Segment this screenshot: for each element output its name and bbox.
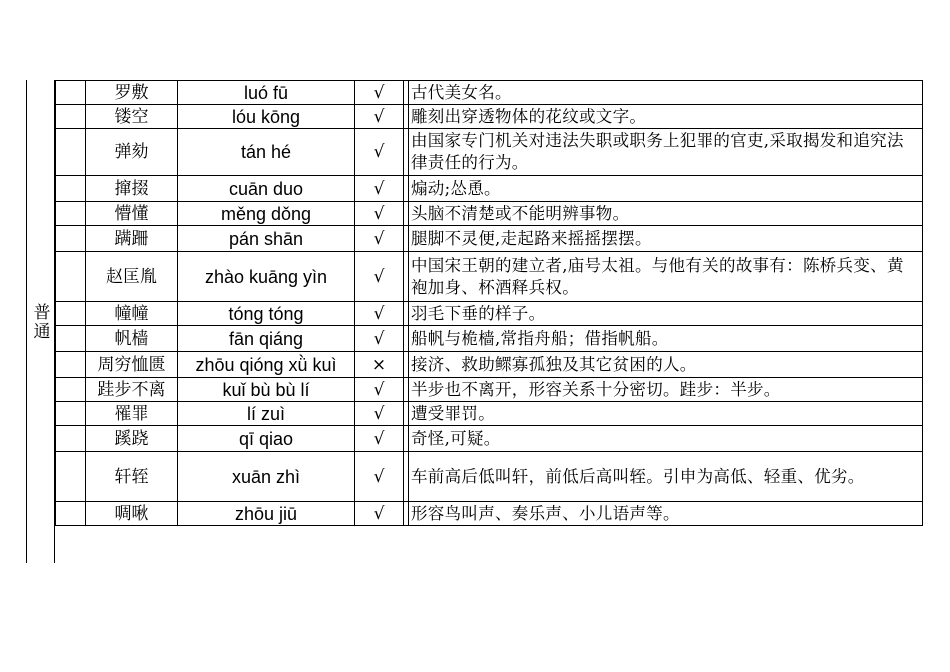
word-cell: 罹罪 (86, 402, 178, 426)
table-row (56, 326, 923, 352)
definition-cell: 古代美女名。 (409, 81, 923, 105)
table-row (56, 81, 923, 105)
pinyin-cell: luó fū (178, 81, 355, 105)
definition-cell: 雕刻出穿透物体的花纹或文字。 (409, 105, 923, 129)
judgment-mark-cell: √ (355, 502, 404, 526)
table-row (56, 176, 923, 202)
table-row (56, 352, 923, 378)
pinyin-cell: kuǐ bù bù lí (178, 378, 355, 402)
judgment-mark-cell: √ (355, 452, 404, 502)
vocabulary-table-body (56, 81, 923, 526)
definition-cell: 头脑不清楚或不能明辨事物。 (409, 202, 923, 226)
word-cell: 轩轾 (86, 452, 178, 502)
word-cell: 撺掇 (86, 176, 178, 202)
word-cell: 弹劾 (86, 129, 178, 176)
definition-cell: 中国宋王朝的建立者,庙号太祖。与他有关的故事有：陈桥兵变、黄袍加身、杯酒释兵权。 (409, 252, 923, 302)
word-cell: 懵懂 (86, 202, 178, 226)
blank-cell (56, 176, 86, 202)
pinyin-cell: zhōu qióng xǜ kuì (178, 352, 355, 378)
pinyin-cell: zhào kuāng yìn (178, 252, 355, 302)
definition-cell: 由国家专门机关对违法失职或职务上犯罪的官吏,采取揭发和追究法律责任的行为。 (409, 129, 923, 176)
table-row (56, 129, 923, 176)
definition-cell: 车前高后低叫轩，前低后高叫轾。引申为高低、轻重、优劣。 (409, 452, 923, 502)
blank-cell (56, 378, 86, 402)
definition-cell: 腿脚不灵便,走起路来摇摇摆摆。 (409, 226, 923, 252)
definition-cell: 遭受罪罚。 (409, 402, 923, 426)
word-cell: 跬步不离 (86, 378, 178, 402)
pinyin-cell: cuān duo (178, 176, 355, 202)
table-row (56, 452, 923, 502)
table-row (56, 252, 923, 302)
word-cell: 周穷恤匮 (86, 352, 178, 378)
judgment-mark-cell: √ (355, 176, 404, 202)
table-row (56, 226, 923, 252)
pinyin-cell: lí zuì (178, 402, 355, 426)
pinyin-cell: tán hé (178, 129, 355, 176)
definition-cell: 羽毛下垂的样子。 (409, 302, 923, 326)
table-row (56, 105, 923, 129)
word-cell: 罗敷 (86, 81, 178, 105)
definition-cell: 接济、救助鳏寡孤独及其它贫困的人。 (409, 352, 923, 378)
blank-cell (56, 105, 86, 129)
definition-cell: 半步也不离开，形容关系十分密切。跬步：半步。 (409, 378, 923, 402)
pinyin-cell: xuān zhì (178, 452, 355, 502)
pinyin-cell: fān qiáng (178, 326, 355, 352)
category-label: 普通 (29, 302, 50, 341)
pinyin-cell: měng dǒng (178, 202, 355, 226)
word-cell: 镂空 (86, 105, 178, 129)
judgment-mark-cell: √ (355, 226, 404, 252)
judgment-mark-cell: × (355, 352, 404, 378)
word-cell: 蹒跚 (86, 226, 178, 252)
judgment-mark-cell: √ (355, 202, 404, 226)
pinyin-cell: lóu kōng (178, 105, 355, 129)
judgment-mark-cell: √ (355, 402, 404, 426)
pinyin-cell: pán shān (178, 226, 355, 252)
judgment-mark-cell: √ (355, 326, 404, 352)
judgment-mark-cell: √ (355, 105, 404, 129)
blank-cell (56, 326, 86, 352)
definition-cell: 煽动;怂恿。 (409, 176, 923, 202)
definition-cell: 奇怪,可疑。 (409, 426, 923, 452)
blank-cell (56, 502, 86, 526)
blank-cell (56, 129, 86, 176)
word-cell: 帆樯 (86, 326, 178, 352)
table-row (56, 502, 923, 526)
blank-cell (56, 452, 86, 502)
table-row (56, 378, 923, 402)
judgment-mark-cell: √ (355, 129, 404, 176)
blank-cell (56, 426, 86, 452)
pinyin-cell: zhōu jiū (178, 502, 355, 526)
blank-cell (56, 352, 86, 378)
judgment-mark-cell: √ (355, 81, 404, 105)
vocabulary-table (55, 80, 923, 526)
blank-cell (56, 302, 86, 326)
judgment-mark-cell: √ (355, 426, 404, 452)
pinyin-cell: tóng tóng (178, 302, 355, 326)
word-cell: 啁啾 (86, 502, 178, 526)
table-row (56, 202, 923, 226)
judgment-mark-cell: √ (355, 302, 404, 326)
category-cell (26, 80, 55, 563)
definition-cell: 形容鸟叫声、奏乐声、小儿语声等。 (409, 502, 923, 526)
table-row (56, 402, 923, 426)
table-row (56, 426, 923, 452)
blank-cell (56, 252, 86, 302)
word-cell: 赵匡胤 (86, 252, 178, 302)
judgment-mark-cell: √ (355, 378, 404, 402)
table-row (56, 302, 923, 326)
word-cell: 蹊跷 (86, 426, 178, 452)
definition-cell: 船帆与桅樯,常指舟船；借指帆船。 (409, 326, 923, 352)
pinyin-cell: qī qiao (178, 426, 355, 452)
word-cell: 幢幢 (86, 302, 178, 326)
blank-cell (56, 402, 86, 426)
blank-cell (56, 226, 86, 252)
judgment-mark-cell: √ (355, 252, 404, 302)
blank-cell (56, 202, 86, 226)
blank-cell (56, 81, 86, 105)
